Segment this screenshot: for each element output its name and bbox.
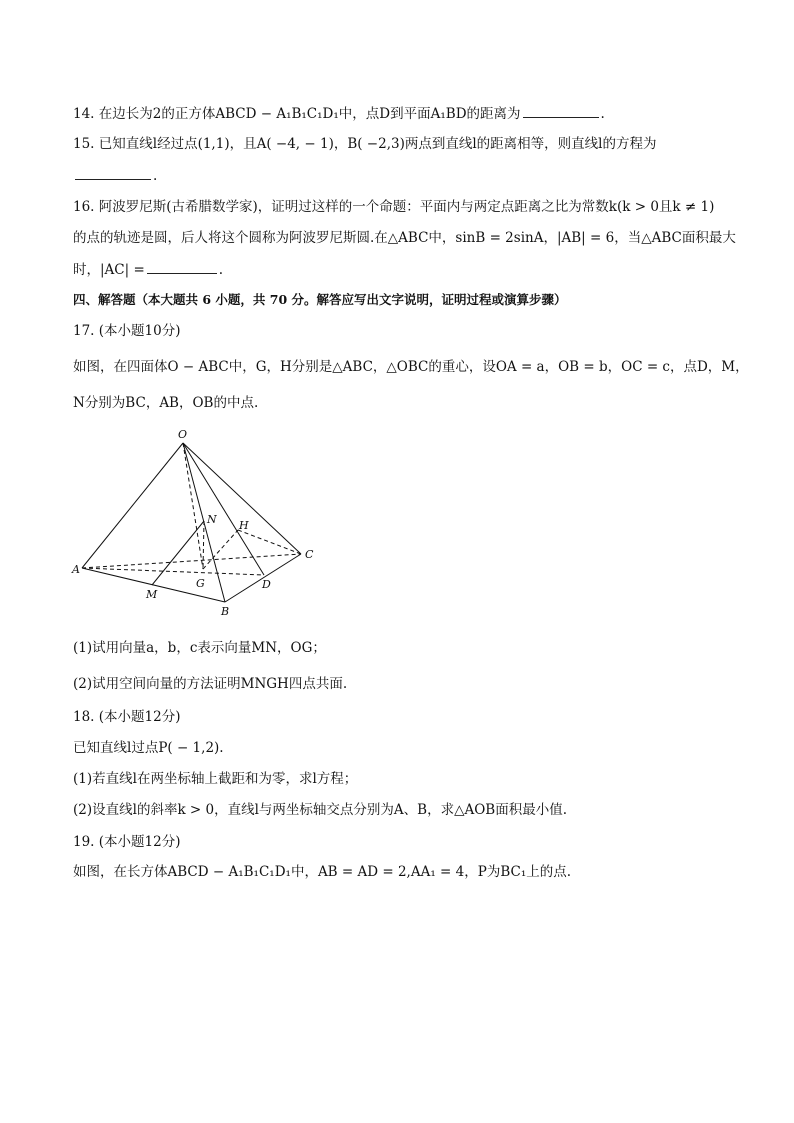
label-C: C <box>305 548 314 561</box>
edge-AC <box>82 554 301 568</box>
label-M: M <box>146 588 158 601</box>
question-17-part-2: (2)试用空间向量的方法证明MNGH四点共面. <box>73 676 348 692</box>
median-AD <box>82 568 264 575</box>
question-17-part-1: (1)试用向量a，b，c表示向量MN，OG； <box>73 640 326 656</box>
tetrahedron-figure <box>68 425 328 624</box>
edge-OA <box>82 443 183 568</box>
question-18-part-2: (2)设直线l的斜率k > 0，直线l与两坐标轴交点分别为A、B，求△AOB面积最小值. <box>73 802 568 818</box>
question-14-text: 14. 在边长为2的正方体ABCD − A₁B₁C₁D₁中，点D到平面A₁BD的距离为 <box>73 106 521 122</box>
question-14 <box>73 103 605 123</box>
edge-OC <box>183 443 301 554</box>
label-A: A <box>72 563 80 576</box>
label-D: D <box>262 578 271 591</box>
question-16-line-1: 16. 阿波罗尼斯(古希腊数学家)，证明过这样的一个命题：平面内与两定点距离之比为常数k(k > 0且k ≠ 1) <box>73 199 715 215</box>
edge-OD <box>183 443 264 575</box>
segment-MN <box>152 521 204 585</box>
segment-GH <box>203 530 238 569</box>
question-18-header: 18. (本小题12分) <box>73 709 181 725</box>
answer-blank-15[interactable] <box>75 165 151 180</box>
question-18-part-1: (1)若直线l在两坐标轴上截距和为零，求l方程； <box>73 771 358 787</box>
segment-HC <box>238 530 301 554</box>
question-14-tail: . <box>600 106 605 122</box>
question-17-header: 17. (本小题10分) <box>73 323 181 339</box>
question-16-line-3-text: 时，|AC| = <box>73 262 145 278</box>
question-19-header: 19. (本小题12分) <box>73 834 181 850</box>
question-15-answer-line <box>73 165 157 185</box>
label-H: H <box>239 519 249 532</box>
question-15-tail: . <box>153 168 158 184</box>
section-heading-4: 四、解答题（本大题共 6 小题，共 70 分。解答应写出文字说明，证明过程或演算步骤） <box>73 292 567 307</box>
question-17-line-1: 如图，在四面体O − ABC中，G，H分别是△ABC，△OBC的重心，设OA = a，OB = b，OC = c，点D，M， <box>73 359 749 375</box>
question-15 <box>73 135 657 153</box>
question-16-line-2: 的点的轨迹是圆，后人将这个圆称为阿波罗尼斯圆.在△ABC中，sinB = 2sinA，|AB| = 6，当△ABC面积最大 <box>73 230 736 246</box>
label-B: B <box>221 605 230 618</box>
label-O: O <box>178 428 188 441</box>
label-N: N <box>207 513 217 526</box>
answer-blank-14[interactable] <box>523 103 599 118</box>
question-15-text: 15. 已知直线l经过点(1,1)，且A( −4, − 1)，B( −2,3)两点到直线l的距离相等，则直线l的方程为 <box>73 136 657 152</box>
question-16-line-3 <box>73 259 223 279</box>
segment-NG <box>203 521 204 569</box>
question-16-tail: . <box>218 262 224 278</box>
label-G: G <box>196 577 205 590</box>
question-19-line-1: 如图，在长方体ABCD − A₁B₁C₁D₁中，AB = AD = 2,AA₁ = 4，P为BC₁上的点. <box>73 864 572 880</box>
question-18-line-1: 已知直线l过点P( − 1,2). <box>73 740 224 756</box>
answer-blank-16[interactable] <box>147 259 217 274</box>
question-17-line-2: N分别为BC，AB，OB的中点. <box>73 395 259 411</box>
